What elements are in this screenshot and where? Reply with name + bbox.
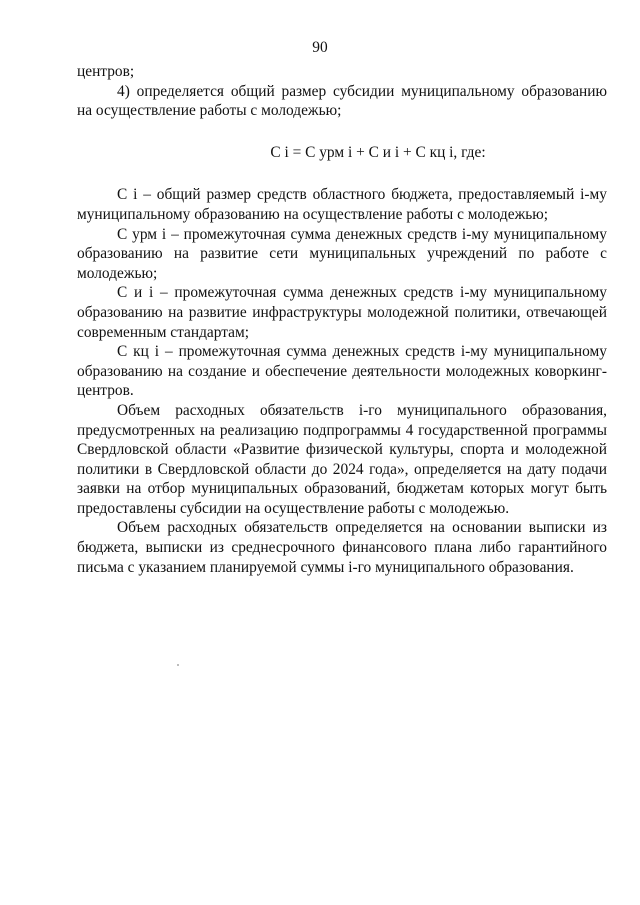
scan-artifact-dot — [177, 664, 179, 666]
paragraph-definition-curm: С урм і – промежуточная сумма денежных средств і-му муниципальному образованию на развитие сети муниципальных учреждений по работе с молодежью; — [77, 225, 607, 282]
paragraph-item-4: 4) определяется общий размер субсидии муниципальному образованию на осуществление работы с молодежью; — [77, 82, 607, 120]
subsidy-formula: С і = С урм і + С и і + С кц і, где: — [270, 143, 486, 161]
document-body — [77, 62, 607, 577]
page-number: 90 — [312, 39, 328, 56]
paragraph-expenditure-volume: Объем расходных обязательств і-го муниципального образования, предусмотренных на реализацию подпрограммы 4 государственной программы Свердловской области «Развитие физической культуры, спорта и молодежной политики в Свердловской области до 2024 года», определяется на дату подачи заявки на отбор муниципальных образований, бюджетам которых могут быть предоставлены субсидии на осуществление работы с молодежью. — [77, 401, 607, 517]
paragraph-expenditure-basis: Объем расходных обязательств определяется на основании выписки из бюджета, выписки из среднесрочного финансового плана либо гарантийного письма с указанием планируемой суммы і-го муниципального образования. — [77, 519, 607, 576]
paragraph-continuation: центров; — [77, 63, 135, 80]
paragraph-definition-ci: С і – общий размер средств областного бюджета, предоставляемый і-му муниципальному образованию на осуществление работы с молодежью; — [77, 186, 607, 223]
paragraph-definition-ckc: С кц і – промежуточная сумма денежных средств і-му муниципальному образованию на создание и обеспечение деятельности молодежных коворкинг-центров. — [77, 343, 607, 400]
paragraph-definition-ci-infra: С и і – промежуточная сумма денежных средств і-му муниципальному образованию на развитие инфраструктуры молодежной политики, отвечающей современным стандартам; — [77, 284, 607, 341]
